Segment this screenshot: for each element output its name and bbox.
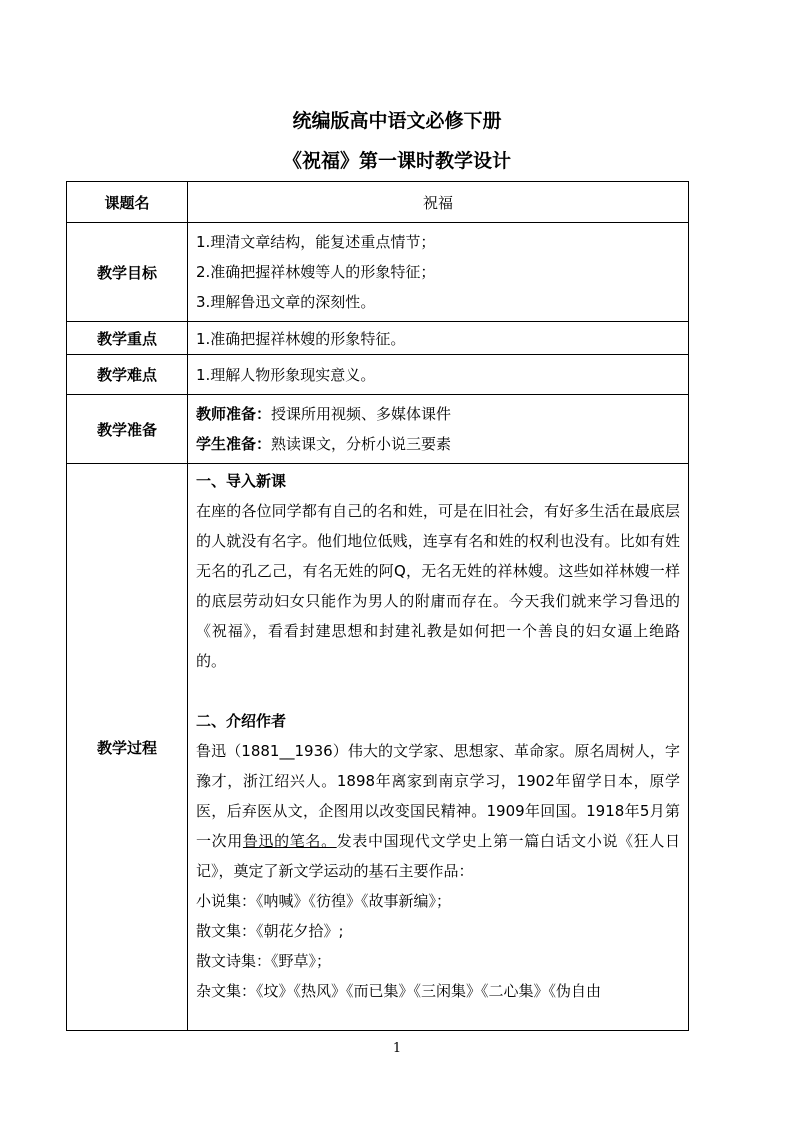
lesson-plan-table xyxy=(66,181,689,1031)
process-label: 教学过程 xyxy=(67,464,188,1031)
author-intro xyxy=(196,736,680,886)
student-prep-label: 学生准备： xyxy=(196,435,272,453)
student-prep xyxy=(196,429,680,459)
prep-content xyxy=(188,395,689,464)
goals-content xyxy=(188,223,689,322)
teacher-prep xyxy=(196,399,680,429)
goals-label: 教学目标 xyxy=(67,223,188,322)
difficulty-label: 教学难点 xyxy=(67,355,188,395)
row-focus xyxy=(67,322,689,355)
works-item: 小说集：《呐喊》《彷徨》《故事新编》； xyxy=(196,892,452,910)
student-prep-value: 熟读课文，分析小说三要素 xyxy=(271,435,452,453)
topic-value: 祝福 xyxy=(188,182,689,223)
topic-label: 课题名 xyxy=(67,182,188,223)
row-topic xyxy=(67,182,689,223)
page-number: 1 xyxy=(392,1041,402,1056)
section1-heading: 一、导入新课 xyxy=(196,472,287,490)
author-intro-underlined: 鲁迅的笔名。 xyxy=(242,832,337,850)
row-goals xyxy=(67,223,689,322)
document-title: 统编版高中语文必修下册 xyxy=(292,110,502,132)
section1-text: 在座的各位同学都有自己的名和姓，可是在旧社会，有好多生活在最底层的人就没有名字。他们地位低贱，连享有名和姓的权利也没有。比如有姓无名的孔乙己，有名无姓的阿Q，无名无姓的祥林嫂。这些如祥林嫂一样的底层劳动妇女只能作为男人的附庸而存在。今天我们就来学习鲁迅的《祝福》，看看封建思想和封建礼教是如何把一个善良的妇女逼上绝路的。 xyxy=(196,502,680,670)
prep-label: 教学准备 xyxy=(67,395,188,464)
document-subtitle: 《祝福》第一课时教学设计 xyxy=(282,150,511,172)
goal-item: 1.理清文章结构，能复述重点情节； xyxy=(196,233,436,251)
process-content xyxy=(188,464,689,1031)
row-process xyxy=(67,464,689,1031)
teacher-prep-value: 授课所用视频、多媒体课件 xyxy=(271,405,452,423)
author-intro-part-b: 发表中国现代文学史上第一篇白话文小说《狂人日记》，奠定了新文学运动的基石主要作品： xyxy=(196,832,680,880)
focus-value: 1.准确把握祥林嫂的形象特征。 xyxy=(188,322,689,355)
goal-item: 2.准确把握祥林嫂等人的形象特征； xyxy=(196,263,436,281)
focus-label: 教学重点 xyxy=(67,322,188,355)
teacher-prep-label: 教师准备： xyxy=(196,405,272,423)
blank-line xyxy=(196,676,680,706)
author-intro-part-a: 鲁迅（1881__1936）伟大的文学家、思想家、革命家。原名周树人，字豫才，浙江绍兴人。1898年离家到南京学习，1902年留学日本，原学医，后弃医从文，企图用以改变国民精神。1909年回国。1918年5月第一次用 xyxy=(196,742,680,850)
row-difficulty xyxy=(67,355,689,395)
difficulty-value: 1.理解人物形象现实意义。 xyxy=(188,355,689,395)
works-item: 散文诗集：《野草》； xyxy=(196,952,332,970)
goal-item: 3.理解鲁迅文章的深刻性。 xyxy=(196,293,376,311)
works-item: 杂文集：《坟》《热风》《而已集》《三闲集》《二心集》《伪自由 xyxy=(196,982,602,1000)
row-prep xyxy=(67,395,689,464)
section2-heading: 二、介绍作者 xyxy=(196,712,287,730)
works-item: 散文集：《朝花夕拾》; xyxy=(196,922,344,940)
